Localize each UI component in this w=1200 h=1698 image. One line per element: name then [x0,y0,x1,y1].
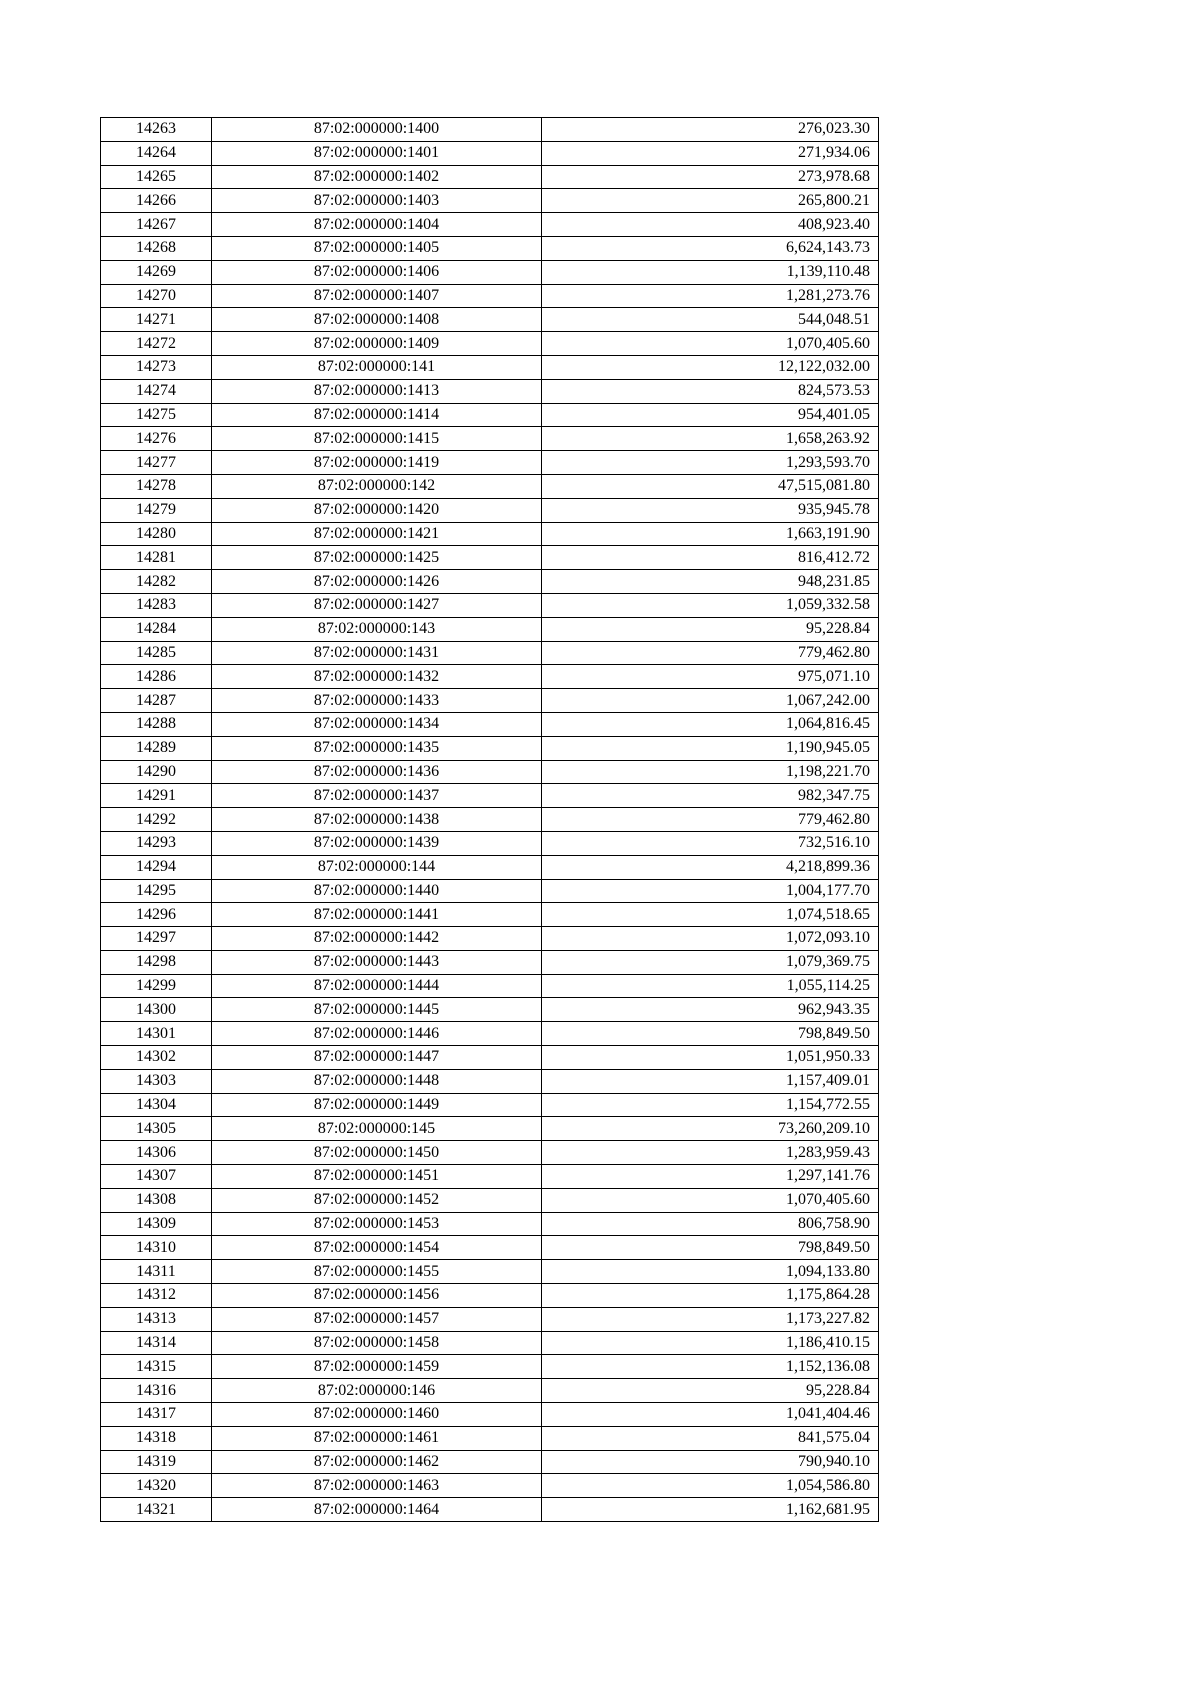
table-row [101,808,879,832]
value-cell: 798,849.50 [542,1022,879,1046]
table-row [101,1355,879,1379]
value-cell: 841,575.04 [542,1426,879,1450]
value-cell: 954,401.05 [542,403,879,427]
value-cell: 1,064,816.45 [542,712,879,736]
row-number-cell: 14265 [101,165,212,189]
value-cell: 265,800.21 [542,189,879,213]
value-cell: 544,048.51 [542,308,879,332]
table-row [101,498,879,522]
cadastral-number-cell: 87:02:000000:1462 [212,1450,542,1474]
cadastral-number-cell: 87:02:000000:1459 [212,1355,542,1379]
row-number-cell: 14289 [101,736,212,760]
value-cell: 1,281,273.76 [542,284,879,308]
table-row [101,189,879,213]
table-row [101,1069,879,1093]
value-cell: 948,231.85 [542,570,879,594]
value-cell: 779,462.80 [542,641,879,665]
value-cell: 798,849.50 [542,1236,879,1260]
cadastral-number-cell: 87:02:000000:143 [212,617,542,641]
row-number-cell: 14292 [101,808,212,832]
cadastral-number-cell: 87:02:000000:1407 [212,284,542,308]
table-row [101,141,879,165]
table-row [101,332,879,356]
cadastral-number-cell: 87:02:000000:1431 [212,641,542,665]
row-number-cell: 14272 [101,332,212,356]
value-cell: 1,162,681.95 [542,1498,879,1522]
row-number-cell: 14290 [101,760,212,784]
value-cell: 95,228.84 [542,1379,879,1403]
table-body [101,118,879,1522]
cadastral-number-cell: 87:02:000000:1414 [212,403,542,427]
row-number-cell: 14271 [101,308,212,332]
value-cell: 1,297,141.76 [542,1165,879,1189]
table-row [101,712,879,736]
cadastral-number-cell: 87:02:000000:1439 [212,831,542,855]
cadastral-number-cell: 87:02:000000:1405 [212,236,542,260]
row-number-cell: 14313 [101,1307,212,1331]
table-row [101,1403,879,1427]
table-row [101,522,879,546]
value-cell: 962,943.35 [542,998,879,1022]
value-cell: 1,067,242.00 [542,689,879,713]
cadastral-number-cell: 87:02:000000:144 [212,855,542,879]
cadastral-number-cell: 87:02:000000:1447 [212,1046,542,1070]
table-row [101,1165,879,1189]
value-cell: 1,658,263.92 [542,427,879,451]
cadastral-number-cell: 87:02:000000:1458 [212,1331,542,1355]
row-number-cell: 14305 [101,1117,212,1141]
cadastral-number-cell: 87:02:000000:1427 [212,593,542,617]
cadastral-number-cell: 87:02:000000:1450 [212,1141,542,1165]
value-cell: 1,004,177.70 [542,879,879,903]
cadastral-number-cell: 87:02:000000:1425 [212,546,542,570]
row-number-cell: 14279 [101,498,212,522]
table-row [101,474,879,498]
row-number-cell: 14270 [101,284,212,308]
value-cell: 273,978.68 [542,165,879,189]
cadastral-number-cell: 87:02:000000:146 [212,1379,542,1403]
data-table [100,117,879,1522]
table-row [101,1307,879,1331]
value-cell: 824,573.53 [542,379,879,403]
cadastral-number-cell: 87:02:000000:1451 [212,1165,542,1189]
row-number-cell: 14285 [101,641,212,665]
cadastral-number-cell: 87:02:000000:1457 [212,1307,542,1331]
value-cell: 47,515,081.80 [542,474,879,498]
cadastral-number-cell: 87:02:000000:1433 [212,689,542,713]
value-cell: 1,663,191.90 [542,522,879,546]
row-number-cell: 14288 [101,712,212,736]
cadastral-number-cell: 87:02:000000:1409 [212,332,542,356]
row-number-cell: 14320 [101,1474,212,1498]
value-cell: 1,055,114.25 [542,974,879,998]
cadastral-number-cell: 87:02:000000:1434 [212,712,542,736]
value-cell: 12,122,032.00 [542,355,879,379]
table-row [101,1188,879,1212]
value-cell: 1,157,409.01 [542,1069,879,1093]
value-cell: 1,152,136.08 [542,1355,879,1379]
value-cell: 806,758.90 [542,1212,879,1236]
row-number-cell: 14293 [101,831,212,855]
value-cell: 408,923.40 [542,213,879,237]
value-cell: 779,462.80 [542,808,879,832]
table-row [101,118,879,142]
value-cell: 1,054,586.80 [542,1474,879,1498]
table-row [101,950,879,974]
row-number-cell: 14301 [101,1022,212,1046]
table-row [101,451,879,475]
row-number-cell: 14268 [101,236,212,260]
cadastral-number-cell: 87:02:000000:1402 [212,165,542,189]
row-number-cell: 14263 [101,118,212,142]
table-row [101,641,879,665]
row-number-cell: 14306 [101,1141,212,1165]
row-number-cell: 14307 [101,1165,212,1189]
row-number-cell: 14291 [101,784,212,808]
table-row [101,784,879,808]
value-cell: 1,173,227.82 [542,1307,879,1331]
row-number-cell: 14309 [101,1212,212,1236]
table-row [101,760,879,784]
cadastral-number-cell: 87:02:000000:1441 [212,903,542,927]
value-cell: 1,079,369.75 [542,950,879,974]
row-number-cell: 14314 [101,1331,212,1355]
cadastral-number-cell: 87:02:000000:1426 [212,570,542,594]
table-row [101,1450,879,1474]
table-row [101,1022,879,1046]
row-number-cell: 14283 [101,593,212,617]
table-row [101,736,879,760]
table-row [101,379,879,403]
row-number-cell: 14310 [101,1236,212,1260]
row-number-cell: 14316 [101,1379,212,1403]
table-row [101,1260,879,1284]
value-cell: 816,412.72 [542,546,879,570]
cadastral-number-cell: 87:02:000000:142 [212,474,542,498]
table-row [101,903,879,927]
table-row [101,665,879,689]
row-number-cell: 14266 [101,189,212,213]
row-number-cell: 14278 [101,474,212,498]
row-number-cell: 14269 [101,260,212,284]
value-cell: 271,934.06 [542,141,879,165]
row-number-cell: 14286 [101,665,212,689]
cadastral-number-cell: 87:02:000000:145 [212,1117,542,1141]
row-number-cell: 14304 [101,1093,212,1117]
table-row [101,165,879,189]
cadastral-number-cell: 87:02:000000:1453 [212,1212,542,1236]
row-number-cell: 14312 [101,1284,212,1308]
row-number-cell: 14294 [101,855,212,879]
cadastral-number-cell: 87:02:000000:1438 [212,808,542,832]
value-cell: 1,186,410.15 [542,1331,879,1355]
row-number-cell: 14281 [101,546,212,570]
cadastral-number-cell: 87:02:000000:1403 [212,189,542,213]
value-cell: 73,260,209.10 [542,1117,879,1141]
table-row [101,974,879,998]
value-cell: 1,139,110.48 [542,260,879,284]
row-number-cell: 14311 [101,1260,212,1284]
table-row [101,617,879,641]
cadastral-number-cell: 87:02:000000:1408 [212,308,542,332]
table-row [101,831,879,855]
row-number-cell: 14280 [101,522,212,546]
table-row [101,308,879,332]
value-cell: 1,283,959.43 [542,1141,879,1165]
row-number-cell: 14298 [101,950,212,974]
table-row [101,403,879,427]
cadastral-number-cell: 87:02:000000:1432 [212,665,542,689]
cadastral-number-cell: 87:02:000000:1461 [212,1426,542,1450]
table-row [101,236,879,260]
cadastral-number-cell: 87:02:000000:1401 [212,141,542,165]
table-row [101,260,879,284]
row-number-cell: 14297 [101,927,212,951]
table-row [101,1284,879,1308]
row-number-cell: 14274 [101,379,212,403]
cadastral-number-cell: 87:02:000000:1404 [212,213,542,237]
table-row [101,1117,879,1141]
row-number-cell: 14296 [101,903,212,927]
value-cell: 1,059,332.58 [542,593,879,617]
value-cell: 1,293,593.70 [542,451,879,475]
cadastral-number-cell: 87:02:000000:1463 [212,1474,542,1498]
row-number-cell: 14318 [101,1426,212,1450]
row-number-cell: 14300 [101,998,212,1022]
value-cell: 1,041,404.46 [542,1403,879,1427]
table-row [101,1046,879,1070]
value-cell: 1,070,405.60 [542,1188,879,1212]
cadastral-number-cell: 87:02:000000:1413 [212,379,542,403]
table-row [101,213,879,237]
table-row [101,1426,879,1450]
table-row [101,1093,879,1117]
value-cell: 1,198,221.70 [542,760,879,784]
value-cell: 1,175,864.28 [542,1284,879,1308]
row-number-cell: 14303 [101,1069,212,1093]
value-cell: 1,190,945.05 [542,736,879,760]
row-number-cell: 14315 [101,1355,212,1379]
row-number-cell: 14302 [101,1046,212,1070]
cadastral-number-cell: 87:02:000000:1440 [212,879,542,903]
value-cell: 6,624,143.73 [542,236,879,260]
cadastral-number-cell: 87:02:000000:1452 [212,1188,542,1212]
table-row [101,427,879,451]
cadastral-number-cell: 87:02:000000:1421 [212,522,542,546]
table-row [101,879,879,903]
value-cell: 1,051,950.33 [542,1046,879,1070]
value-cell: 1,074,518.65 [542,903,879,927]
value-cell: 95,228.84 [542,617,879,641]
row-number-cell: 14317 [101,1403,212,1427]
table-row [101,284,879,308]
cadastral-number-cell: 87:02:000000:1454 [212,1236,542,1260]
cadastral-number-cell: 87:02:000000:141 [212,355,542,379]
row-number-cell: 14282 [101,570,212,594]
cadastral-number-cell: 87:02:000000:1460 [212,1403,542,1427]
row-number-cell: 14276 [101,427,212,451]
table-row [101,593,879,617]
table-row [101,927,879,951]
table-row [101,998,879,1022]
cadastral-number-cell: 87:02:000000:1444 [212,974,542,998]
row-number-cell: 14275 [101,403,212,427]
row-number-cell: 14284 [101,617,212,641]
row-number-cell: 14267 [101,213,212,237]
table-row [101,570,879,594]
value-cell: 1,070,405.60 [542,332,879,356]
cadastral-number-cell: 87:02:000000:1415 [212,427,542,451]
cadastral-number-cell: 87:02:000000:1400 [212,118,542,142]
cadastral-number-cell: 87:02:000000:1406 [212,260,542,284]
cadastral-number-cell: 87:02:000000:1455 [212,1260,542,1284]
cadastral-number-cell: 87:02:000000:1442 [212,927,542,951]
table-row [101,1141,879,1165]
row-number-cell: 14321 [101,1498,212,1522]
cadastral-number-cell: 87:02:000000:1419 [212,451,542,475]
row-number-cell: 14264 [101,141,212,165]
table-row [101,689,879,713]
table-row [101,1379,879,1403]
cadastral-number-cell: 87:02:000000:1437 [212,784,542,808]
cadastral-number-cell: 87:02:000000:1446 [212,1022,542,1046]
value-cell: 732,516.10 [542,831,879,855]
table-row [101,1498,879,1522]
row-number-cell: 14277 [101,451,212,475]
table-row [101,855,879,879]
cadastral-number-cell: 87:02:000000:1456 [212,1284,542,1308]
table-row [101,355,879,379]
value-cell: 975,071.10 [542,665,879,689]
value-cell: 790,940.10 [542,1450,879,1474]
value-cell: 1,072,093.10 [542,927,879,951]
value-cell: 1,094,133.80 [542,1260,879,1284]
table-row [101,1212,879,1236]
cadastral-number-cell: 87:02:000000:1420 [212,498,542,522]
cadastral-number-cell: 87:02:000000:1448 [212,1069,542,1093]
row-number-cell: 14295 [101,879,212,903]
value-cell: 1,154,772.55 [542,1093,879,1117]
cadastral-number-cell: 87:02:000000:1436 [212,760,542,784]
value-cell: 4,218,899.36 [542,855,879,879]
cadastral-number-cell: 87:02:000000:1435 [212,736,542,760]
row-number-cell: 14299 [101,974,212,998]
value-cell: 935,945.78 [542,498,879,522]
cadastral-number-cell: 87:02:000000:1464 [212,1498,542,1522]
value-cell: 276,023.30 [542,118,879,142]
cadastral-number-cell: 87:02:000000:1449 [212,1093,542,1117]
table-row [101,1331,879,1355]
table-row [101,1474,879,1498]
cadastral-number-cell: 87:02:000000:1445 [212,998,542,1022]
table-row [101,546,879,570]
cadastral-number-cell: 87:02:000000:1443 [212,950,542,974]
row-number-cell: 14319 [101,1450,212,1474]
row-number-cell: 14308 [101,1188,212,1212]
value-cell: 982,347.75 [542,784,879,808]
table-row [101,1236,879,1260]
row-number-cell: 14287 [101,689,212,713]
row-number-cell: 14273 [101,355,212,379]
